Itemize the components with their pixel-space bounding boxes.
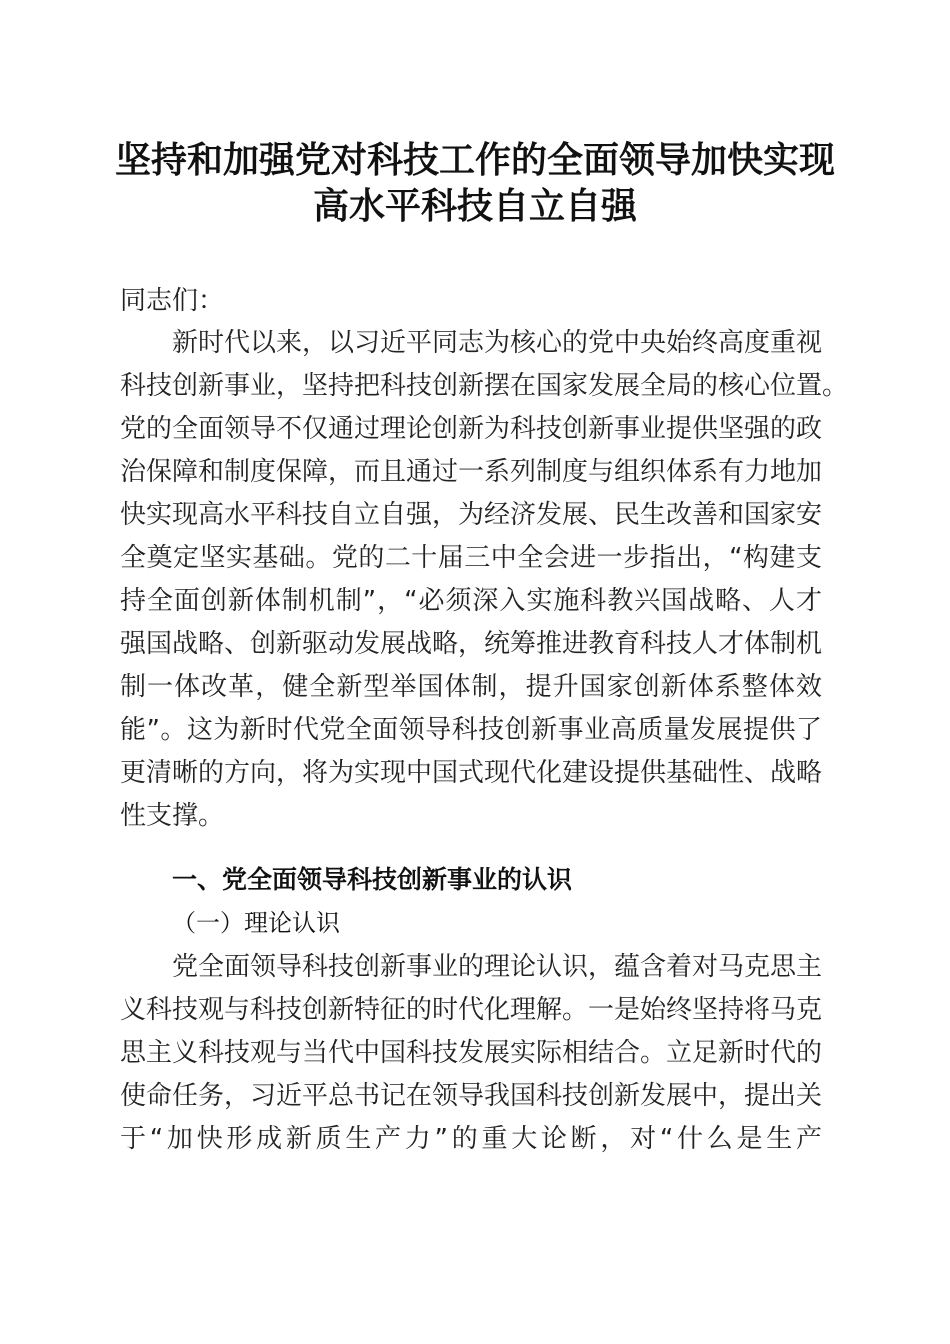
document-title-line-2: 高水平科技自立自强: [312, 185, 637, 227]
paragraph-1-line: 能”。这为新时代党全面领导科技创新事业高质量发展提供了: [120, 715, 822, 745]
salutation: 同志们：: [120, 286, 225, 316]
paragraph-1-line: 全奠定坚实基础。党的二十届三中全会进一步指出，“构建支: [120, 543, 822, 573]
document-title-line-1: 坚持和加强党对科技工作的全面领导加快实现: [114, 139, 835, 181]
paragraph-2-line: 义科技观与科技创新特征的时代化理解。一是始终坚持将马克: [120, 995, 823, 1025]
paragraph-1-line: 治保障和制度保障，而且通过一系列制度与组织体系有力地加: [120, 457, 823, 487]
paragraph-1-line: 性支撑。: [120, 801, 225, 831]
paragraph-1-line: 快实现高水平科技自立自强，为经济发展、民生改善和国家安: [120, 500, 823, 530]
section-heading: 一、党全面领导科技创新事业的认识: [172, 865, 573, 894]
subsection-heading: （一）理论认识: [172, 909, 340, 937]
paragraph-1-line: 更清晰的方向，将为实现中国式现代化建设提供基础性、战略: [120, 758, 823, 788]
paragraph-2-line: 思主义科技观与当代中国科技发展实际相结合。立足新时代的: [120, 1038, 823, 1068]
paragraph-2-line: 于“加快形成新质生产力”的重大论断，对“什么是生产: [120, 1124, 822, 1154]
paragraph-1-line: 持全面创新体制机制”，“必须深入实施科教兴国战略、人才: [120, 586, 822, 616]
paragraph-2-line: 党全面领导科技创新事业的理论认识，蕴含着对马克思主: [172, 952, 823, 982]
paragraph-2-line: 使命任务，习近平总书记在领导我国科技创新发展中，提出关: [120, 1081, 823, 1111]
paragraph-1-line: 强国战略、创新驱动发展战略，统筹推进教育科技人才体制机: [120, 629, 823, 659]
paragraph-1-line: 科技创新事业，坚持把科技创新摆在国家发展全局的核心位置。: [120, 371, 849, 401]
paragraph-1-line: 新时代以来，以习近平同志为核心的党中央始终高度重视: [172, 328, 823, 358]
paragraph-1-line: 制一体改革，健全新型举国体制，提升国家创新体系整体效: [120, 672, 822, 702]
paragraph-1-line: 党的全面领导不仅通过理论创新为科技创新事业提供坚强的政: [120, 414, 823, 444]
